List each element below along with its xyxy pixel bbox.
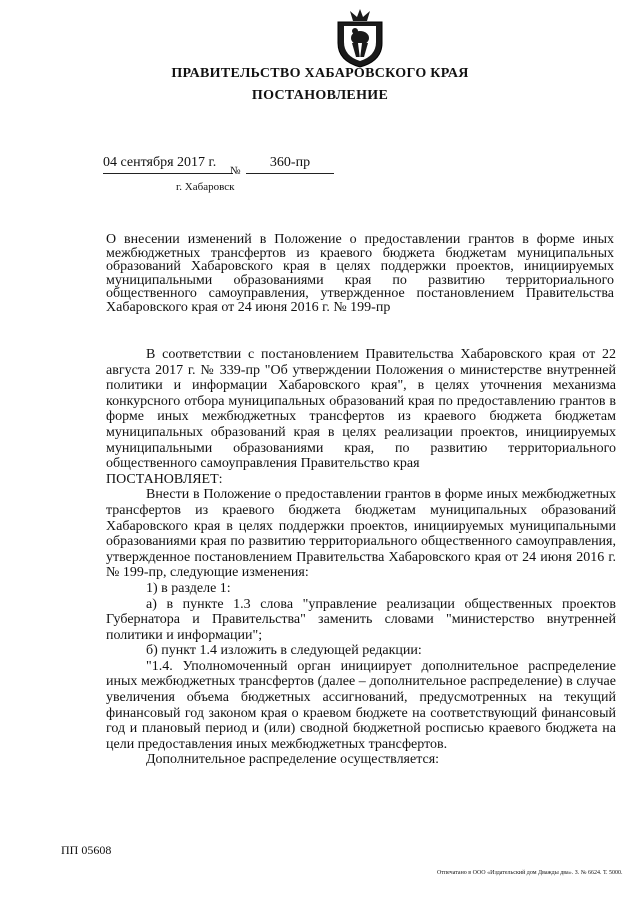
resolution-word: ПОСТАНОВЛЯЕТ: <box>106 471 223 487</box>
body-paragraph: 1) в разделе 1: <box>146 580 231 596</box>
body-paragraph: "1.4. Уполномоченный орган инициирует дополнительное распределение иных межбюджетных трансфертов (далее – дополнительное распределение) в случае увеличения объема бюджетных ассигнований, предусмотренных на текущий финансовый год законом края о краевом бюджете на соответствующий финансовый год и плановый период и (или) сводной бюджетной росписью краевого бюджета на цели предоставления иных межбюджетных трансфертов. <box>106 658 616 752</box>
document-body <box>106 347 616 768</box>
document-code: ПП 05608 <box>61 843 112 857</box>
body-paragraph: б) пункт 1.4 изложить в следующей редакции: <box>146 643 422 659</box>
document-date: 04 сентября 2017 г. <box>103 155 233 174</box>
government-title: ПРАВИТЕЛЬСТВО ХАБАРОВСКОГО КРАЯ <box>171 66 469 81</box>
coat-of-arms-icon <box>334 7 386 69</box>
document-city: г. Хабаровск <box>176 181 235 193</box>
document-type: ПОСТАНОВЛЕНИЕ <box>251 88 389 103</box>
printer-imprint: Отпечатано в ООО «Издательский дом Дважды два». З. № 6624. Т. 5000. <box>437 870 623 876</box>
body-paragraph: Дополнительное распределение осуществляется: <box>146 752 440 768</box>
body-paragraph: Внести в Положение о предоставлении грантов в форме иных межбюджетных трансфертов из краевого бюджета бюджетам муниципальных образований Хабаровского края в целях поддержки проектов, инициируемых муниципальными образованиями края по развитию территориального общественного самоуправления, утвержденное постановлением Правительства Хабаровского края от 24 июня 2016 г. № 199-пр, следующие изменения: <box>106 487 616 581</box>
number-sign: № <box>230 165 241 177</box>
document-number: 360-пр <box>246 155 334 174</box>
document-subject: О внесении изменений в Положение о предоставлении грантов в форме иных межбюджетных трансфертов из краевого бюджета бюджетам муниципальных образований Хабаровского края в целях поддержки проектов, инициируемых муниципальными образованиями края по развитию территориального общественного самоуправления, утвержденное постановлением Правительства Хабаровского края от 24 июня 2016 г. № 199-пр <box>106 232 614 315</box>
preamble-paragraph: В соответствии с постановлением Правительства Хабаровского края от 22 августа 2017 г. № 339-пр "Об утверждении Положения о министерстве внутренней политики и информации Хабаровского края", в целях уточнения механизма конкурсного отбора муниципальных образований края по предоставлению грантов в форме иных межбюджетных трансфертов из краевого бюджета бюджетам муниципальных образований края в целях реализации проектов, инициируемых муниципальными образованиями края, по развитию территориального общественного самоуправления Правительство края <box>106 347 616 472</box>
body-paragraph: а) в пункте 1.3 слова "управление реализации общественных проектов Губернатора и Правительства" заменить словами "министерство внутренней политики и информации"; <box>106 596 616 643</box>
